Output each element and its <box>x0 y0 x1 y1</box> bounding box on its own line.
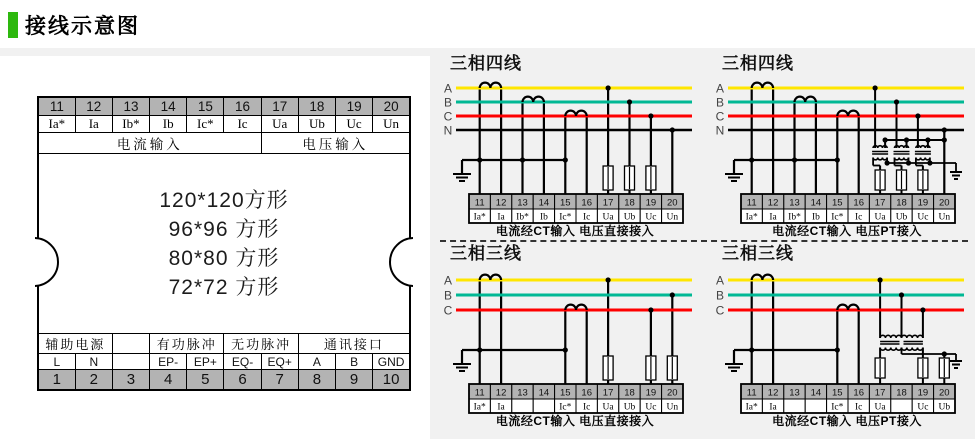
dashed-divider <box>440 240 968 242</box>
strip-terminal-number: 20 <box>939 387 950 399</box>
strip-terminal-label: Un <box>666 212 679 223</box>
device-terminal-label: Un <box>373 116 410 133</box>
strip-terminal-label: Ib* <box>788 212 801 223</box>
device-terminal-table <box>37 96 411 391</box>
pt-primary-coil <box>902 335 923 338</box>
device-right-notch <box>386 236 413 288</box>
strip-terminal-label: Uc <box>917 212 929 223</box>
phase-label-A: A <box>443 273 453 288</box>
strip-terminal-number: 17 <box>874 197 886 209</box>
strip-terminal-label: Uc <box>645 402 657 413</box>
junction-dot <box>648 307 653 312</box>
device-terminal-label: Ib <box>150 116 187 133</box>
pt-secondary-coil <box>902 348 923 351</box>
phase-label-A: A <box>715 81 725 96</box>
device-terminal-label: EQ+ <box>261 354 298 370</box>
strip-terminal-label: Ia* <box>745 402 758 413</box>
device-body <box>38 154 410 334</box>
device-group-label: 通讯接口 <box>298 334 410 354</box>
junction-dot <box>894 99 899 104</box>
device-terminal-number: 17 <box>261 97 298 116</box>
strip-terminal-number: 12 <box>767 387 779 399</box>
junction-dot <box>606 85 611 90</box>
strip-terminal-label: Ia <box>497 212 505 223</box>
device-terminal-label <box>112 354 149 370</box>
junction-dot <box>670 292 675 297</box>
strip-terminal-label: Ic* <box>831 212 844 223</box>
phase-label-N: N <box>443 123 453 138</box>
device-terminal-number: 8 <box>298 370 335 391</box>
device-terminal-number: 3 <box>112 370 149 391</box>
device-terminal-number: 20 <box>373 97 410 116</box>
device-terminal-label: N <box>75 354 112 370</box>
diagram-caption: 电流经CT输入 电压PT接入 <box>772 224 922 238</box>
device-size-lines: 120*120方形 96*96 方形 80*80 方形 72*72 方形 <box>159 188 289 299</box>
phase-label-B: B <box>715 288 725 303</box>
junction-dot <box>927 160 932 165</box>
device-group-label: 电压输入 <box>261 133 410 154</box>
device-terminal-number: 13 <box>112 97 149 116</box>
strip-terminal-number: 11 <box>474 387 485 399</box>
strip-terminal-label: Ic* <box>831 402 844 413</box>
diagram-art-3p4w-direct <box>442 74 700 224</box>
junction-dot <box>520 157 525 162</box>
strip-terminal-number: 13 <box>789 387 800 399</box>
strip-terminal-label: Ic* <box>559 402 572 413</box>
device-terminal-number: 12 <box>75 97 112 116</box>
page-header <box>8 10 140 40</box>
phase-label-A: A <box>715 273 725 288</box>
strip-terminal-number: 18 <box>896 197 907 209</box>
strip-terminal-label: Ub <box>895 212 908 223</box>
diagram-art-3p4w-pt <box>714 74 972 224</box>
strip-terminal-label: Ia <box>769 212 777 223</box>
device-terminal-number: 4 <box>150 370 187 391</box>
phase-label-C: C <box>715 303 725 318</box>
strip-terminal-label: Ic <box>855 212 863 223</box>
diagram-3p3w-pt <box>714 244 972 429</box>
strip-terminal-number: 20 <box>939 197 950 209</box>
strip-terminal-number: 16 <box>853 197 864 209</box>
junction-dot <box>563 157 568 162</box>
junction-dot <box>749 157 754 162</box>
strip-label-cell <box>533 399 554 413</box>
strip-terminal-number: 17 <box>602 197 614 209</box>
strip-terminal-number: 13 <box>517 197 528 209</box>
strip-terminal-label: Ic <box>583 212 591 223</box>
strip-terminal-number: 12 <box>767 197 779 209</box>
junction-dot <box>915 113 920 118</box>
device-terminal-label: Ic <box>224 116 261 133</box>
diagram-3p3w-direct <box>442 244 700 429</box>
diagram-art-3p3w-pt <box>714 264 972 414</box>
junction-dot <box>792 157 797 162</box>
strip-terminal-number: 19 <box>645 387 657 399</box>
page-title: 接线示意图 <box>25 15 140 38</box>
strip-terminal-label: Ub <box>623 402 636 413</box>
strip-terminal-label: Ua <box>602 402 614 413</box>
strip-terminal-label: Uc <box>645 212 657 223</box>
pt-secondary-coil <box>916 158 930 160</box>
junction-dot <box>749 347 754 352</box>
junction-dot <box>885 160 890 165</box>
pt-primary-coil <box>880 335 901 338</box>
device-left-notch <box>35 236 62 288</box>
junction-dot <box>899 292 904 297</box>
strip-terminal-label: Ib* <box>516 212 529 223</box>
device-terminal-label: B <box>336 354 373 370</box>
device-terminal-number: 10 <box>373 370 410 391</box>
phase-label-B: B <box>443 288 453 303</box>
strip-label-cell <box>512 399 533 413</box>
strip-terminal-label: Ia* <box>745 212 758 223</box>
strip-terminal-number: 19 <box>645 197 657 209</box>
strip-terminal-number: 11 <box>746 197 757 209</box>
diagram-art-3p3w-direct <box>442 264 700 414</box>
junction-dot <box>835 157 840 162</box>
device-terminal-label: Ia <box>75 116 112 133</box>
device-terminal-label: EQ- <box>224 354 261 370</box>
diagram-3p4w-direct <box>442 54 700 239</box>
junction-dot <box>925 137 930 142</box>
strip-terminal-number: 18 <box>624 387 635 399</box>
junction-dot <box>835 347 840 352</box>
device-terminal-number: 2 <box>75 370 112 391</box>
strip-terminal-number: 16 <box>853 387 864 399</box>
phase-label-C: C <box>443 109 453 124</box>
strip-terminal-number: 20 <box>667 197 678 209</box>
strip-terminal-label: Ic* <box>559 212 572 223</box>
device-terminal-label: Ib* <box>112 116 149 133</box>
strip-terminal-number: 12 <box>495 387 507 399</box>
junction-dot <box>920 307 925 312</box>
device-terminal-number: 6 <box>224 370 261 391</box>
diagram-title: 三相三线 <box>450 244 522 263</box>
junction-dot <box>906 160 911 165</box>
phase-label-B: B <box>443 95 453 110</box>
meter-terminal-device <box>37 96 411 391</box>
device-terminal-number: 1 <box>38 370 75 391</box>
strip-terminal-label: Ub <box>623 212 636 223</box>
device-terminal-number: 11 <box>38 97 75 116</box>
diagram-3p4w-pt <box>714 54 972 239</box>
device-terminal-number: 15 <box>187 97 224 116</box>
device-group-label: 辅助电源 <box>38 334 112 354</box>
device-terminal-label: Ua <box>261 116 298 133</box>
phase-label-B: B <box>715 95 725 110</box>
strip-terminal-number: 15 <box>832 197 843 209</box>
strip-terminal-number: 20 <box>667 387 678 399</box>
device-terminal-label: EP+ <box>187 354 224 370</box>
strip-terminal-number: 19 <box>917 387 929 399</box>
strip-terminal-label: Ub <box>938 402 951 413</box>
diagram-caption: 电流经CT输入 电压PT接入 <box>772 414 922 428</box>
device-terminal-label: Ic* <box>187 116 224 133</box>
device-terminal-number: 5 <box>187 370 224 391</box>
device-group-label: 有功脉冲 <box>150 334 224 354</box>
device-terminal-label: L <box>38 354 75 370</box>
strip-terminal-number: 14 <box>538 197 550 209</box>
strip-label-cell <box>805 399 826 413</box>
strip-terminal-label: Ia* <box>473 402 486 413</box>
device-terminal-number: 19 <box>336 97 373 116</box>
device-terminal-label: GND <box>373 354 410 370</box>
device-terminal-number: 9 <box>336 370 373 391</box>
junction-dot <box>563 347 568 352</box>
strip-terminal-number: 19 <box>917 197 929 209</box>
strip-terminal-label: Un <box>938 212 951 223</box>
device-terminal-number: 16 <box>224 97 261 116</box>
strip-terminal-label: Ua <box>602 212 614 223</box>
junction-dot <box>878 277 883 282</box>
device-terminal-number: 14 <box>150 97 187 116</box>
strip-terminal-number: 15 <box>560 197 571 209</box>
pt-secondary-coil <box>873 158 887 160</box>
strip-terminal-number: 16 <box>581 197 592 209</box>
strip-terminal-number: 15 <box>560 387 571 399</box>
strip-terminal-label: Ib <box>539 212 548 223</box>
device-terminal-label: Uc <box>336 116 373 133</box>
strip-terminal-number: 16 <box>581 387 592 399</box>
strip-terminal-label: Ua <box>874 212 886 223</box>
device-group-label: 无功脉冲 <box>224 334 298 354</box>
device-terminal-number: 18 <box>298 97 335 116</box>
strip-terminal-number: 11 <box>474 197 485 209</box>
strip-terminal-number: 13 <box>517 387 528 399</box>
strip-terminal-label: Ia* <box>473 212 486 223</box>
strip-terminal-number: 14 <box>538 387 550 399</box>
pt-secondary-coil <box>895 158 909 160</box>
strip-terminal-number: 11 <box>746 387 757 399</box>
junction-dot <box>606 277 611 282</box>
strip-terminal-label: Uc <box>917 402 929 413</box>
title-accent-bar <box>8 12 18 38</box>
pt-secondary-coil <box>880 348 901 351</box>
device-terminal-label: Ia* <box>38 116 75 133</box>
phase-label-A: A <box>443 81 453 96</box>
strip-label-cell <box>891 399 912 413</box>
diagram-title: 三相四线 <box>722 54 794 73</box>
junction-dot <box>873 85 878 90</box>
strip-terminal-number: 14 <box>810 197 822 209</box>
strip-terminal-number: 12 <box>495 197 507 209</box>
junction-dot <box>904 137 909 142</box>
diagram-caption: 电流经CT输入 电压直接接入 <box>495 224 655 238</box>
strip-terminal-label: Ic <box>583 402 591 413</box>
phase-label-C: C <box>715 109 725 124</box>
strip-terminal-number: 17 <box>602 387 614 399</box>
device-terminal-label: Ub <box>298 116 335 133</box>
strip-terminal-number: 15 <box>832 387 843 399</box>
junction-dot <box>670 127 675 132</box>
device-terminal-label: EP- <box>150 354 187 370</box>
strip-terminal-number: 17 <box>874 387 886 399</box>
phase-label-C: C <box>443 303 453 318</box>
diagram-caption: 电流经CT输入 电压直接接入 <box>495 414 655 428</box>
strip-terminal-label: Ia <box>497 402 505 413</box>
strip-terminal-label: Ua <box>874 402 886 413</box>
device-terminal-label: A <box>298 354 335 370</box>
junction-dot <box>942 127 947 132</box>
strip-label-cell <box>784 399 805 413</box>
strip-terminal-number: 18 <box>896 387 907 399</box>
strip-terminal-number: 13 <box>789 197 800 209</box>
strip-terminal-label: Ib <box>811 212 820 223</box>
phase-label-N: N <box>715 123 725 138</box>
strip-terminal-number: 14 <box>810 387 822 399</box>
strip-terminal-number: 18 <box>624 197 635 209</box>
junction-dot <box>883 137 888 142</box>
strip-terminal-label: Ic <box>855 402 863 413</box>
junction-dot <box>648 113 653 118</box>
junction-dot <box>627 99 632 104</box>
strip-terminal-label: Ia <box>769 402 777 413</box>
device-group-label: 电流输入 <box>38 133 261 154</box>
device-terminal-number: 7 <box>261 370 298 391</box>
device-group-label <box>112 334 149 354</box>
junction-dot <box>477 157 482 162</box>
junction-dot <box>477 347 482 352</box>
diagram-title: 三相四线 <box>450 54 522 73</box>
strip-terminal-label: Un <box>666 402 679 413</box>
wiring-diagram-panel <box>430 48 975 439</box>
diagram-title: 三相三线 <box>722 244 794 263</box>
